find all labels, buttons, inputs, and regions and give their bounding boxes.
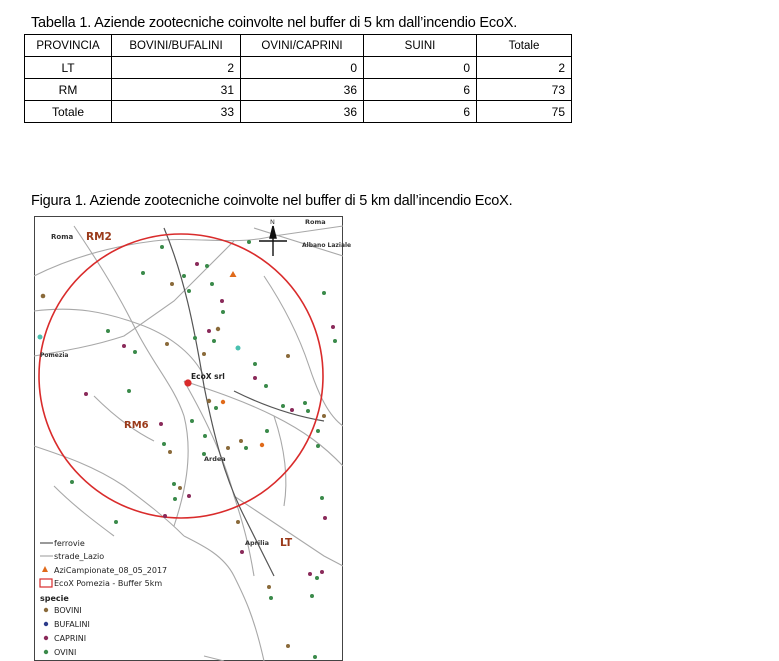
farm-point [160,245,164,249]
cell-bovini-bufalini: 2 [112,57,241,79]
cell-ovini-caprini: 0 [241,57,364,79]
farm-point [239,439,243,443]
farm-point [212,339,216,343]
farm-point [41,294,46,299]
farm-point [187,289,191,293]
farm-point [141,271,145,275]
farm-point [162,442,166,446]
farm-point [220,299,224,303]
farm-point [203,434,207,438]
legend-buffer: EcoX Pomezia - Buffer 5km [54,579,163,588]
label-rm2: RM2 [86,231,112,243]
header-ovini-caprini: OVINI/CAPRINI [241,35,364,57]
farm-point [106,329,110,333]
farm-point [290,408,294,412]
farm-point [170,282,174,286]
cell-provincia: LT [25,57,112,79]
farm-point [310,594,314,598]
farm-point [320,570,324,574]
farm-point [240,550,244,554]
legend-strade: strade_Lazio [54,552,105,561]
farm-point [38,335,43,340]
farm-point [214,406,218,410]
header-suini: SUINI [364,35,477,57]
legend-species-ovini: OVINI [54,648,77,657]
farm-point [247,240,251,244]
table-header-row [25,35,572,57]
table-row [25,101,572,123]
farm-point [190,419,194,423]
figure-caption: Figura 1. Aziende zootecniche coinvolte nel buffer di 5 km dall’incendio EcoX. [31,193,513,209]
farm-point [127,389,131,393]
farm-point [286,644,290,648]
farm-point [322,291,326,295]
farm-point [207,329,211,333]
legend-ferrovie: ferrovie [54,539,85,548]
farm-point [195,262,199,266]
farm-point [244,446,248,450]
farm-point [306,409,310,413]
label-lt: LT [280,537,293,549]
farm-point [168,450,172,454]
cell-ovini-caprini: 36 [241,101,364,123]
table-caption: Tabella 1. Aziende zootecniche coinvolte nel buffer di 5 km dall’incendio EcoX. [31,15,518,31]
farm-point [253,362,257,366]
label-roma-left: Roma [51,233,74,241]
farm-point [313,655,317,659]
farm-point [187,494,191,498]
label-ardea: Ardea [204,455,226,463]
farm-point [178,486,182,490]
label-rm6: RM6 [124,420,149,431]
farm-point [236,346,241,351]
table-row [25,79,572,101]
farm-point [133,350,137,354]
legend-species-bufalini: BUFALINI [54,620,90,629]
farm-point [210,282,214,286]
farm-point [331,325,335,329]
header-provincia: PROVINCIA [25,35,112,57]
farm-point [253,376,257,380]
farm-point [303,401,307,405]
farm-point [308,572,312,576]
farm-point [323,516,327,520]
cell-suini: 0 [364,57,477,79]
farm-point [163,514,167,518]
farm-point [236,520,240,524]
farm-point [267,585,271,589]
map-frame [35,217,343,661]
legend-species-caprini: CAPRINI [54,634,87,643]
farm-point [122,344,126,348]
label-roma-top: Roma [305,218,326,226]
farm-point [316,444,320,448]
farm-point [172,482,176,486]
cell-provincia: Totale [25,101,112,123]
cell-bovini-bufalini: 33 [112,101,241,123]
cell-totale: 75 [477,101,572,123]
header-totale: Totale [477,35,572,57]
farm-point [281,404,285,408]
farm-point [315,576,319,580]
farm-point [182,274,186,278]
label-pomezia: Pomezia [40,352,69,359]
cell-suini: 6 [364,79,477,101]
cell-bovini-bufalini: 31 [112,79,241,101]
farm-point [260,443,264,447]
farm-point [205,264,209,268]
header-bovini-bufalini: BOVINI/BUFALINI [112,35,241,57]
farm-point [269,596,273,600]
farm-point [226,446,230,450]
farm-point [286,354,290,358]
cell-totale: 2 [477,57,572,79]
label-albano: Albano Laziale [302,242,352,249]
farm-point [221,400,225,404]
farm-point [193,336,197,340]
farm-point [265,429,269,433]
farm-point [264,384,268,388]
farm-point [207,399,211,403]
farm-point [333,339,337,343]
farm-point [216,327,220,331]
label-ecox: EcoX srl [191,372,225,381]
legend-campionate: AziCampionate_08_05_2017 [54,566,168,575]
label-aprilia: Aprilia [245,539,269,547]
legend-specie-title: specie [40,594,69,603]
farm-point [316,429,320,433]
farm-point [114,520,118,524]
farm-point [322,414,326,418]
farm-point [165,342,169,346]
cell-provincia: RM [25,79,112,101]
farm-point [84,392,88,396]
farm-point [221,310,225,314]
farm-point [70,480,74,484]
farms-map [34,216,352,661]
north-label: N [270,218,275,226]
table-row [25,57,572,79]
farms-table [24,34,572,123]
cell-totale: 73 [477,79,572,101]
farm-point [202,352,206,356]
legend-species-bovini: BOVINI [54,606,82,615]
farm-point [173,497,177,501]
cell-ovini-caprini: 36 [241,79,364,101]
cell-suini: 6 [364,101,477,123]
farm-point [320,496,324,500]
farm-point [159,422,163,426]
